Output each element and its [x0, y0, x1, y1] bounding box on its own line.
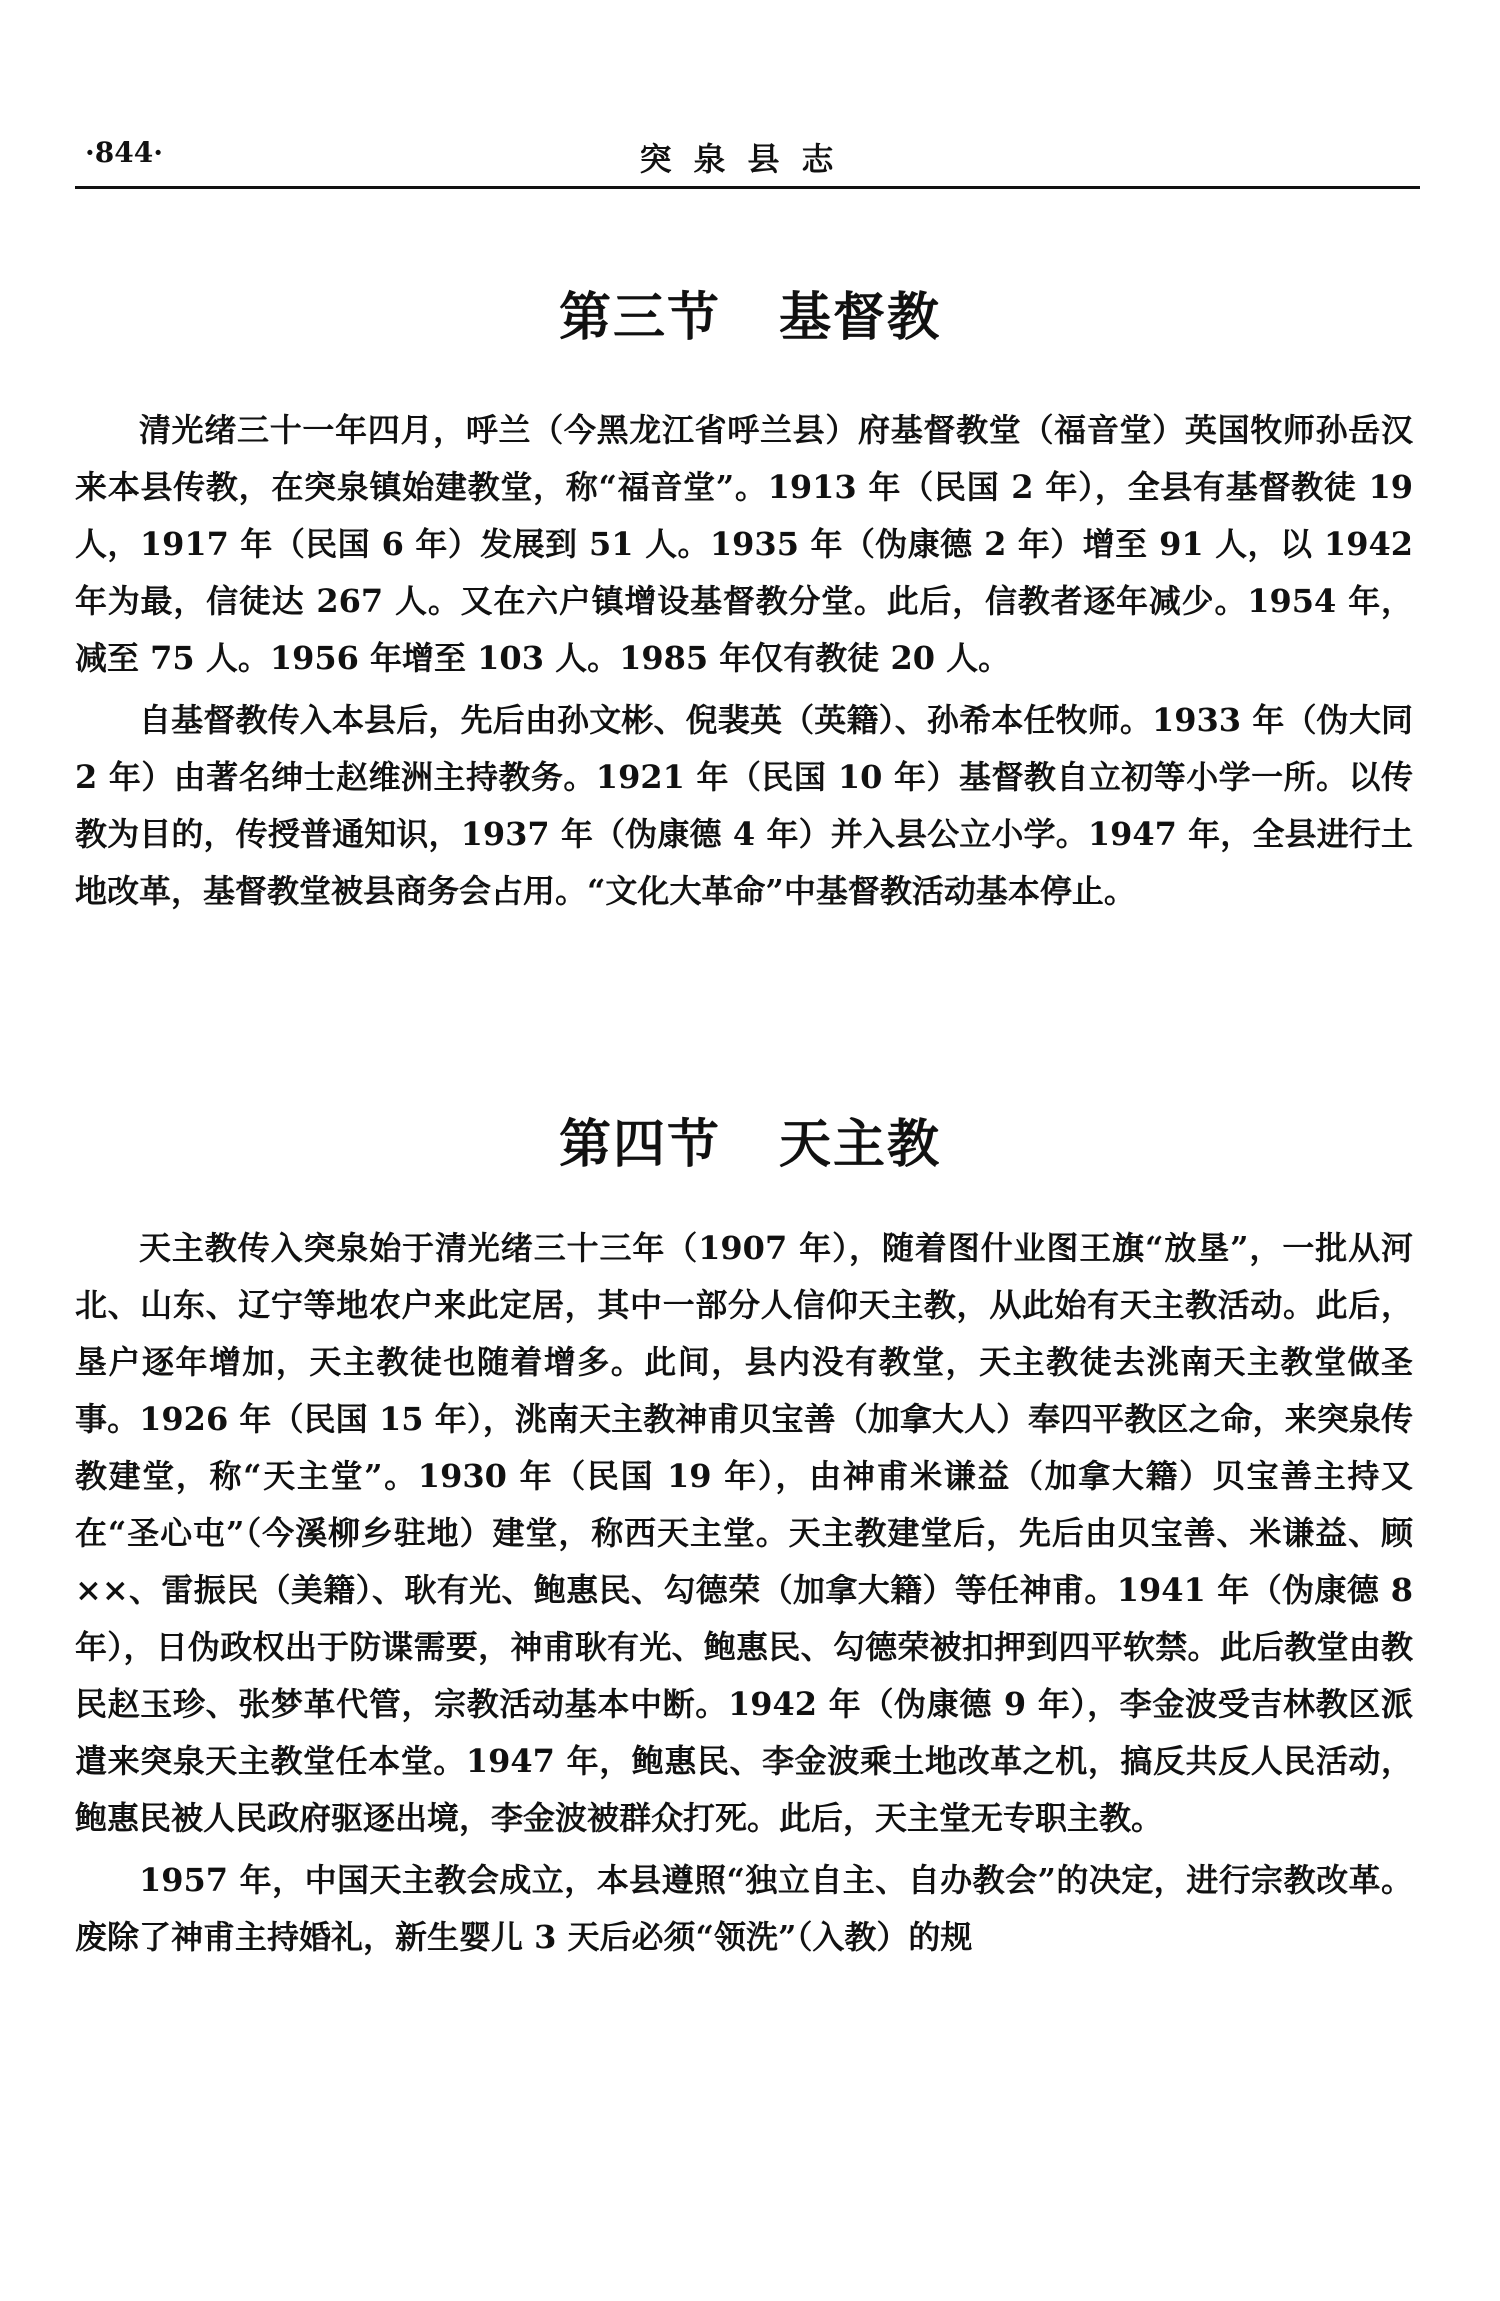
section-name: 天主教 — [779, 1114, 942, 1175]
paragraph: 清光绪三十一年四月，呼兰（今黑龙江省呼兰县）府基督教堂（福音堂）英国牧师孙岳汉来本县传教，在突泉镇始建教堂，称“福音堂”。1913 年（民国 2 年），全县有基督教徒 19 人，1917 年（民国 6 年）发展到 51 人。1935 年（伪康德 2 年）增至 91 人，以 1942 年为最，信徒达 267 人。又在六户镇增设基督教分堂。此后，信教者逐年减少。1954 年，减至 75 人。1956 年增至 103 人。1985 年仅有教徒 20 人。 — [75, 411, 1413, 677]
section-heading-christianity — [0, 275, 1500, 350]
section-body-catholicism — [75, 1220, 1413, 1971]
section-name: 基督教 — [779, 287, 942, 348]
book-title: 突泉县志 — [639, 140, 856, 178]
paragraph: 天主教传入突泉始于清光绪三十三年（1907 年），随着图什业图王旗“放垦”，一批从河北、山东、辽宁等地农户来此定居，其中一部分人信仰天主教，从此始有天主教活动。此后，垦户逐年增加，天主教徒也随着增多。此间，县内没有教堂，天主教徒去洮南天主教堂做圣事。1926 年（民国 15 年），洮南天主教神甫贝宝善（加拿大人）奉四平教区之命，来突泉传教建堂，称“天主堂”。1930 年（民国 19 年），由神甫米谦益（加拿大籍）贝宝善主持又在“圣心屯”（今溪柳乡驻地）建堂，称西天主堂。天主教建堂后，先后由贝宝善、米谦益、顾××、雷振民（美籍）、耿有光、鲍惠民、勾德荣（加拿大籍）等任神甫。1941 年（伪康德 8 年），日伪政权出于防谍需要，神甫耿有光、鲍惠民、勾德荣被扣押到四平软禁。此后教堂由教民赵玉珍、张梦革代管，宗教活动基本中断。1942 年（伪康德 9 年），李金波受吉林教区派遣来突泉天主教堂任本堂。1947 年，鲍惠民、李金波乘土地改革之机，搞反共反人民活动，鲍惠民被人民政府驱逐出境，李金波被群众打死。此后，天主堂无专职主教。 — [75, 1229, 1413, 1837]
section-number: 第三节 — [558, 287, 721, 348]
running-header — [75, 130, 1420, 189]
paragraph: 自基督教传入本县后，先后由孙文彬、倪裴英（英籍）、孙希本任牧师。1933 年（伪大同 2 年）由著名绅士赵维洲主持教务。1921 年（民国 10 年）基督教自立初等小学一所。以传教为目的，传授普通知识，1937 年（伪康德 4 年）并入县公立小学。1947 年，全县进行土地改革，基督教堂被县商务会占用。“文化大革命”中基督教活动基本停止。 — [75, 701, 1413, 910]
section-number: 第四节 — [558, 1114, 721, 1175]
section-body-christianity — [75, 402, 1413, 925]
page-number: ·844· — [85, 136, 163, 169]
section-heading-catholicism — [0, 1102, 1500, 1177]
paragraph: 1957 年，中国天主教会成立，本县遵照“独立自主、自办教会”的决定，进行宗教改革。废除了神甫主持婚礼，新生婴儿 3 天后必须“领洗”（入教）的规 — [75, 1861, 1413, 1956]
